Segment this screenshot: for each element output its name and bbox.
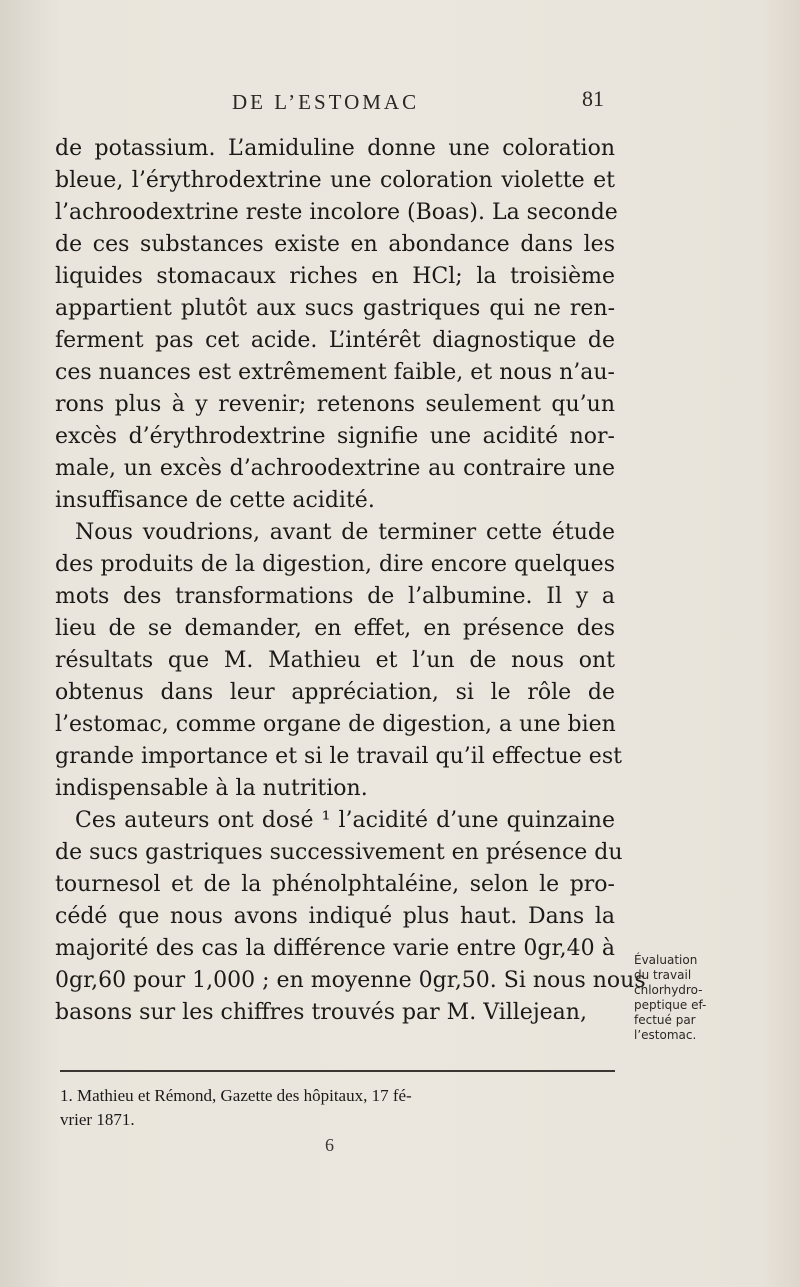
margin-note-line: peptique ef- — [634, 998, 707, 1012]
text-line: Ces auteurs ont dosé ¹ l’acidité d’une quinzaine — [75, 808, 615, 833]
text-line: résultats que M. Mathieu et l’un de nous ont — [55, 648, 615, 673]
signature-mark: 6 — [325, 1135, 334, 1155]
margin-note-line: du travail — [634, 968, 692, 982]
text-line: ces nuances est extrêmement faible, et nous n’au- — [55, 360, 615, 385]
running-title: DE L’ESTOMAC — [232, 90, 420, 114]
text-line: majorité des cas la différence varie entre 0gr,40 à — [55, 936, 615, 961]
margin-note-line: Évaluation — [634, 953, 698, 967]
margin-note-line: fectué par — [634, 1013, 696, 1027]
footnote — [60, 1084, 615, 1132]
text-line: Nous voudrions, avant de terminer cette étude — [75, 520, 615, 545]
text-line: rons plus à y revenir; retenons seulement qu’un — [55, 392, 615, 417]
text-line: obtenus dans leur appréciation, si le rôle de — [55, 680, 615, 705]
text-line: ferment pas cet acide. L’intérêt diagnostique de — [55, 328, 615, 353]
page-number: 81 — [582, 86, 604, 111]
margin-note — [634, 953, 744, 1043]
text-line: de ces substances existe en abondance dans les — [55, 232, 615, 257]
text-line: male, un excès d’achroodextrine au contraire une — [55, 456, 615, 481]
text-line: lieu de se demander, en effet, en présence des — [55, 616, 615, 641]
text-line: de sucs gastriques successivement en présence du — [55, 840, 623, 865]
text-line: de potassium. L’amiduline donne une coloration — [55, 136, 615, 161]
margin-note-line: chlorhydro- — [634, 983, 703, 997]
text-line: grande importance et si le travail qu’il effectue est — [55, 744, 622, 769]
main-text-block — [55, 133, 646, 1029]
text-line: excès d’érythrodextrine signifie une acidité nor- — [55, 424, 615, 449]
text-line: l’achroodextrine reste incolore (Boas). La seconde — [55, 200, 618, 225]
text-line: indispensable à la nutrition. — [55, 776, 368, 801]
text-line: tournesol et de la phénolphtaléine, selon le pro- — [55, 872, 615, 897]
text-line: insuffisance de cette acidité. — [55, 488, 375, 513]
text-line: des produits de la digestion, dire encore quelques — [55, 552, 615, 577]
text-line: mots des transformations de l’albumine. Il y a — [55, 584, 615, 609]
text-line: liquides stomacaux riches en HCl; la troisième — [55, 264, 615, 289]
text-line: bleue, l’érythrodextrine une coloration violette et — [55, 168, 615, 193]
text-line: 0gr,60 pour 1,000 ; en moyenne 0gr,50. Si nous nous — [55, 968, 646, 993]
text-line: cédé que nous avons indiqué plus haut. Dans la — [55, 904, 615, 929]
footnote-line: vrier 1871. — [60, 1110, 135, 1129]
text-line: l’estomac, comme organe de digestion, a une bien — [55, 712, 616, 737]
margin-note-line: l’estomac. — [634, 1028, 697, 1042]
footnote-line: 1. Mathieu et Rémond, Gazette des hôpitaux, 17 fé- — [60, 1086, 412, 1105]
text-line: basons sur les chiffres trouvés par M. Villejean, — [55, 1000, 587, 1025]
text-line: appartient plutôt aux sucs gastriques qui ne ren- — [55, 296, 615, 321]
footnote-divider — [60, 1070, 615, 1072]
